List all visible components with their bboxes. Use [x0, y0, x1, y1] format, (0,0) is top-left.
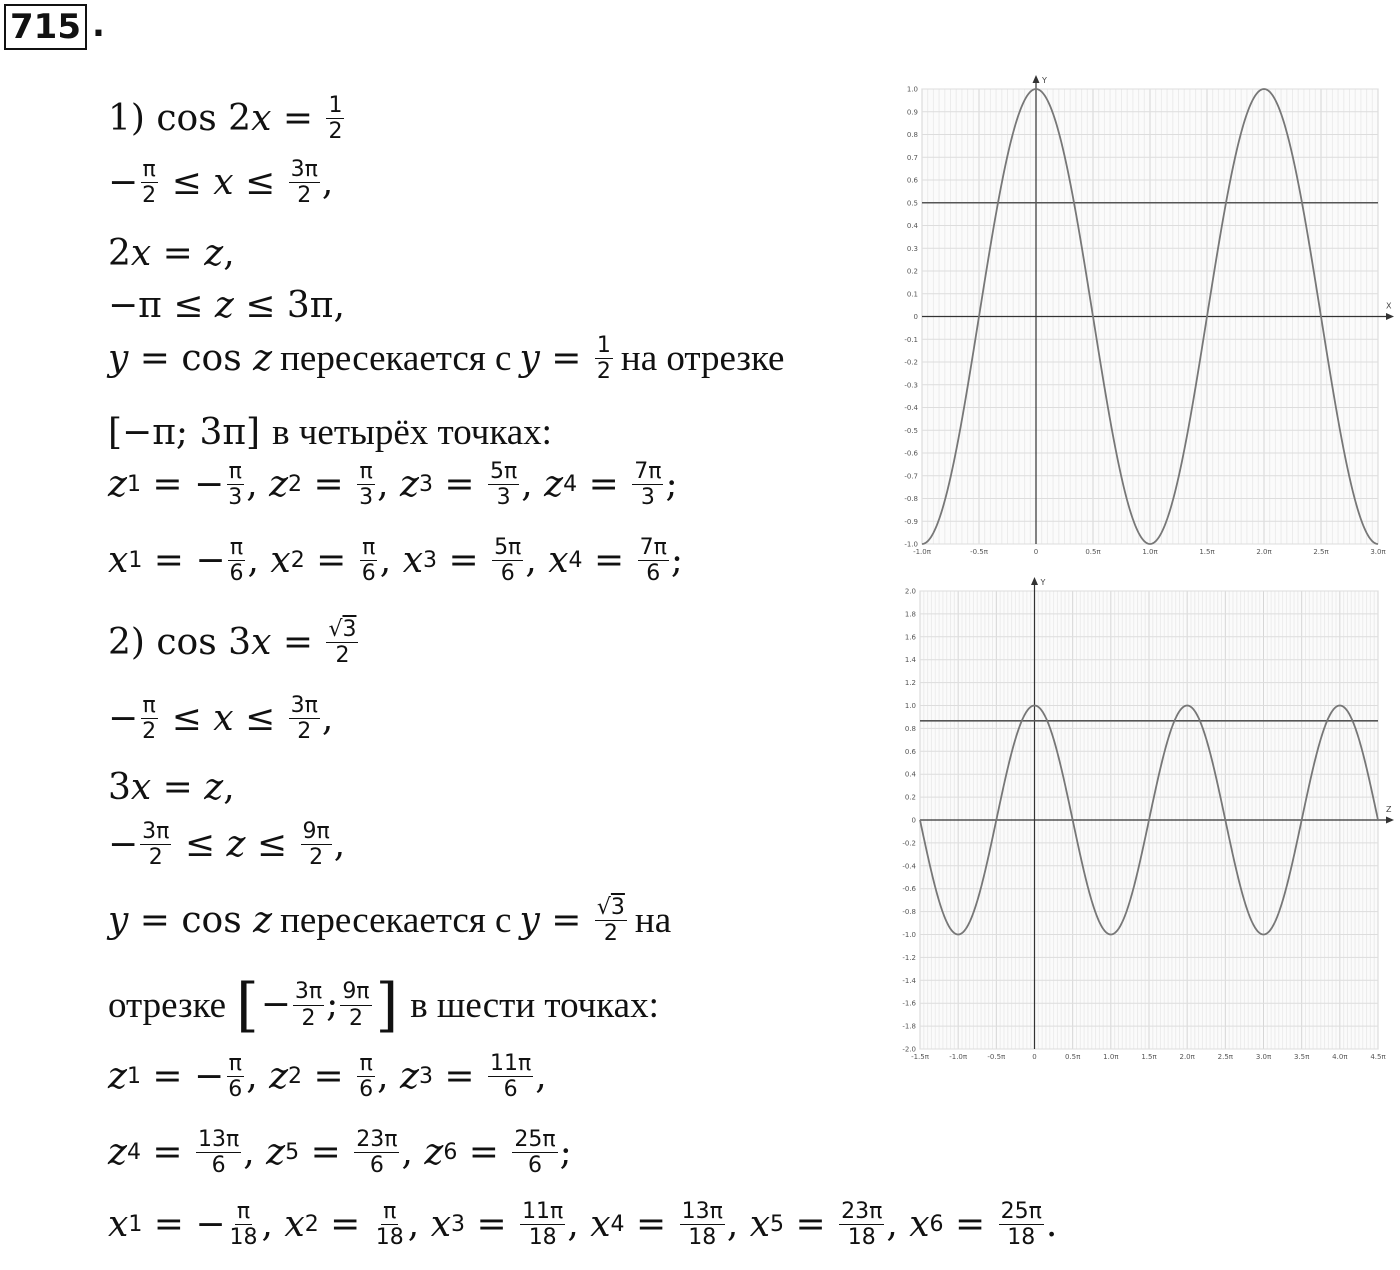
y-tick-label: 0.6 — [906, 176, 918, 185]
y-tick-label: 1.6 — [904, 633, 916, 642]
y-tick-label: 1.4 — [904, 656, 916, 665]
x-tick-label: 1.0π — [1103, 1053, 1119, 1061]
y-tick-label: 0.3 — [906, 244, 918, 253]
eq-line-6: [−π; 3π] в четырёх точках: — [108, 411, 552, 453]
text-intersects: пересекается с — [280, 900, 512, 942]
eq-line-9: 2) cos 3 x = $\frac{√3}{2}$ — [108, 617, 357, 669]
x-axis-label: X — [1386, 301, 1392, 311]
x-tick-label: 1.5π — [1141, 1053, 1157, 1061]
y-tick-label: 0 — [913, 313, 918, 321]
problem-number: 715 — [4, 4, 87, 50]
y-tick-label: 0.4 — [906, 222, 918, 230]
y-tick-label: 0.8 — [906, 131, 918, 139]
x-tick-label: 4.5π — [1370, 1053, 1386, 1061]
y-tick-label: 0.7 — [906, 153, 918, 162]
eq-line-4: −π ≤ z ≤ 3π, — [108, 285, 345, 326]
y-tick-label: 0.9 — [906, 108, 918, 117]
text-on: на — [634, 900, 672, 942]
y-tick-label: -2.0 — [902, 1045, 916, 1054]
y-tick-label: -1.2 — [902, 953, 916, 962]
y-tick-label: -0.2 — [902, 839, 916, 848]
x-tick-label: 3.0π — [1255, 1053, 1272, 1061]
x-tick-label: 0.5π — [1085, 548, 1101, 556]
y-tick-label: 0.4 — [904, 770, 916, 779]
x-tick-label: 3.0π — [1370, 548, 1386, 556]
x-tick-label: 1.0π — [1142, 548, 1158, 556]
y-tick-label: 0.5 — [906, 199, 918, 208]
y-axis-label: Y — [1042, 76, 1047, 85]
eq-line-11: 3 x = z , — [108, 767, 235, 808]
eq-line-10: − $\frac{\pi}{2}$ ≤ x ≤ $\frac{3\pi}{2}$ , — [108, 693, 334, 745]
eq-line-8: x 1 = − $\frac{\pi}{6}$ , x 2 = $\frac{\pi}{6}$ , x 3 = $\frac{5\pi}{6}$ , x 4 = $\frac{7\pi}{6}$ ; — [108, 535, 683, 587]
y-tick-label: -1.4 — [902, 976, 916, 985]
chart-cos-2 — [880, 562, 1398, 1066]
x-axis-arrow-icon — [1386, 817, 1394, 824]
x-tick-label: 1.5π — [1199, 548, 1215, 556]
y-tick-label: -0.2 — [904, 358, 918, 367]
eq-line-2: − $\frac{\pi}{2}$ ≤ x ≤ $\frac{3\pi}{2}$ , — [108, 157, 334, 209]
problem-number-dot: . — [92, 5, 105, 45]
y-tick-label: 0.2 — [906, 267, 918, 276]
x-axis-label: Z — [1386, 805, 1392, 814]
y-tick-label: -0.9 — [904, 517, 918, 526]
y-tick-label: 0.6 — [904, 747, 916, 756]
y-tick-label: 1.8 — [904, 610, 916, 619]
eq-line-16: z 4 = $\frac{13\pi}{6}$ , z 5 = $\frac{23\pi}{6}$ , z 6 = $\frac{25\pi}{6}$ ; — [108, 1127, 572, 1179]
eq-line-15: z 1 = − $\frac{\pi}{6}$ , z 2 = $\frac{\pi}{6}$ , z 3 = $\frac{11\pi}{6}$ , — [108, 1051, 547, 1103]
y-tick-label: -0.6 — [902, 885, 916, 894]
y-tick-label: -0.1 — [904, 335, 918, 344]
y-tick-label: -0.4 — [904, 404, 918, 412]
y-axis-arrow-icon — [1031, 577, 1038, 585]
text-segment: отрезке — [108, 984, 227, 1026]
eq-line-17: x 1 = − $\frac{\pi}{18}$ , x 2 = $\frac{\pi}{18}$ , x 3 = $\frac{11\pi}{18}$ , x 4 = $\frac{13\pi}{18}$ , x 5 = $\frac{23\pi}{18}$ , x 6 = $\frac{25\pi}{18}$ . — [108, 1199, 1058, 1251]
y-axis-arrow-icon — [1033, 75, 1040, 83]
text-on-segment: на отрезке — [620, 338, 785, 380]
y-tick-label: -0.3 — [904, 381, 918, 390]
x-tick-label: -0.5π — [970, 548, 988, 556]
x-tick-label: -1.0π — [913, 548, 931, 556]
eq-line-3: 2 x = z , — [108, 233, 235, 274]
y-tick-label: -0.8 — [902, 908, 916, 917]
chart-cos-1 — [880, 60, 1398, 562]
x-tick-label: -1.0π — [949, 1053, 968, 1061]
text-intersects: пересекается с — [280, 338, 512, 380]
eq-line-12: − $\frac{3\pi}{2}$ ≤ z ≤ $\frac{9\pi}{2}$ , — [108, 819, 346, 871]
x-tick-label: 2.0π — [1179, 1053, 1195, 1061]
y-tick-label: 0.1 — [906, 290, 918, 299]
eq-line-1: 1) cos 2 x = $\frac{1}{2}$ — [108, 93, 343, 145]
y-tick-label: -1.8 — [902, 1022, 916, 1031]
eq-line-13: y = cos z пересекается с y = $\frac{√3}{2}$ на — [108, 895, 672, 947]
x-tick-label: 0 — [1032, 1053, 1037, 1061]
y-tick-label: -0.4 — [902, 862, 916, 871]
y-tick-label: -0.8 — [904, 495, 918, 503]
x-axis-arrow-icon — [1386, 313, 1394, 320]
y-tick-label: -1.6 — [902, 999, 916, 1008]
y-tick-label: 2.0 — [904, 587, 916, 596]
x-tick-label: 4.0π — [1332, 1053, 1348, 1061]
y-tick-label: -1.0 — [902, 931, 916, 939]
y-tick-label: -0.7 — [904, 472, 918, 481]
y-tick-label: 1.0 — [906, 85, 918, 94]
text-six-points: в шести точках: — [410, 984, 659, 1026]
eq-line-5: y = cos z пересекается с y = $\frac{1}{2}$ на отрезке — [108, 333, 785, 385]
x-tick-label: 3.5π — [1293, 1053, 1310, 1061]
x-tick-label: -0.5π — [987, 1053, 1006, 1061]
y-tick-label: -1.0 — [904, 540, 918, 549]
eq-line-7: z 1 = − $\frac{\pi}{3}$ , z 2 = $\frac{\pi}{3}$ , z 3 = $\frac{5\pi}{3}$ , z 4 = $\frac{7\pi}{3}$ ; — [108, 459, 678, 511]
x-tick-label: -1.5π — [911, 1053, 929, 1061]
x-tick-label: 2.5π — [1217, 1053, 1234, 1061]
x-tick-label: 2.0π — [1256, 548, 1272, 556]
y-tick-label: -0.5 — [904, 426, 918, 435]
y-axis-label: Y — [1040, 578, 1046, 587]
y-tick-label: 0.2 — [904, 793, 916, 802]
y-tick-label: 1.0 — [904, 702, 916, 710]
x-tick-label: 0.5π — [1064, 1053, 1081, 1061]
x-tick-label: 2.5π — [1313, 548, 1329, 556]
y-tick-label: 0 — [911, 816, 916, 825]
y-tick-label: -0.6 — [904, 449, 918, 458]
eq-line-14: отрезке [ − $\frac{3\pi}{2}$ ; $\frac{9\pi}{2}$ ] в шести точках: — [108, 971, 659, 1039]
x-tick-label: 0 — [1033, 548, 1039, 556]
text-four-points: в четырёх точках: — [272, 412, 552, 453]
y-tick-label: 1.2 — [904, 679, 916, 688]
y-tick-label: 0.8 — [904, 724, 916, 733]
